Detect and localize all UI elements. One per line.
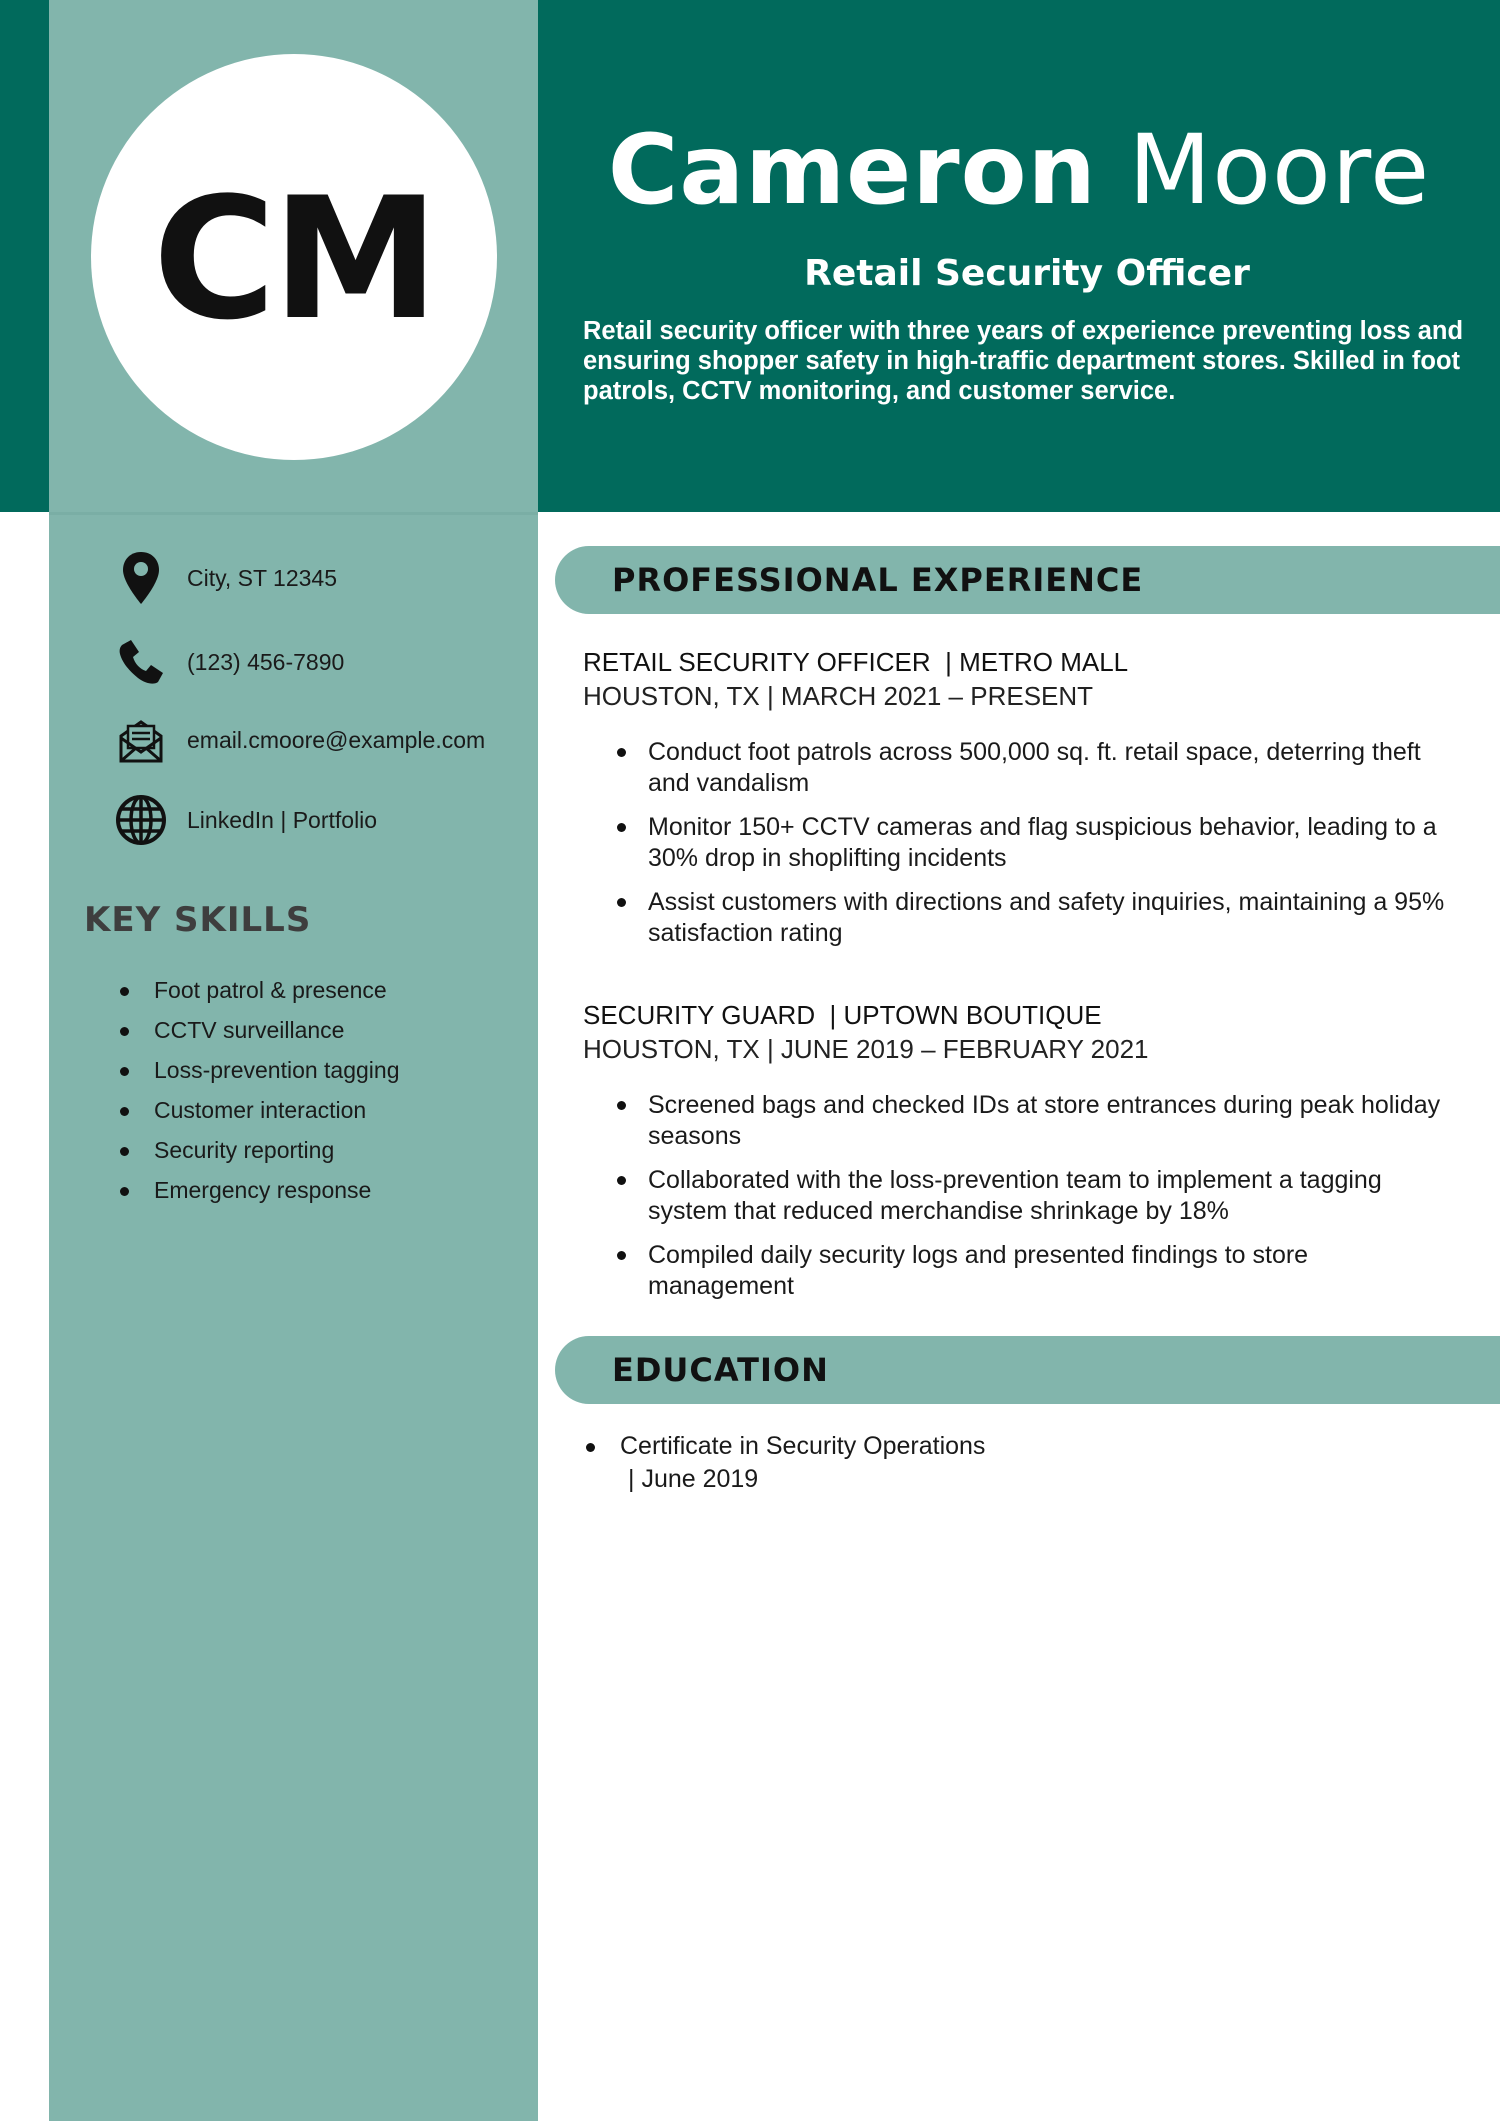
- job-entry: [583, 645, 1483, 962]
- job-location-dates: HOUSTON, TX | MARCH 2021 – PRESENT: [583, 681, 1094, 711]
- skill-item: Foot patrol & presence: [116, 970, 400, 1010]
- experience-heading: PROFESSIONAL EXPERIENCE: [612, 561, 1144, 599]
- last-name: Moore: [1128, 114, 1431, 226]
- education-name: Certificate in Security Operations: [620, 1432, 986, 1460]
- education-section-bar: [555, 1336, 1500, 1404]
- education-item: [583, 1430, 1283, 1496]
- job-location-dates: HOUSTON, TX | JUNE 2019 – FEBRUARY 2021: [583, 1034, 1149, 1064]
- education-date: | June 2019: [628, 1465, 759, 1493]
- job-bullet: Assist customers with directions and safety inquiries, maintaining a 95% satisfaction rating: [648, 887, 1458, 949]
- location-text: City, ST 12345: [187, 564, 338, 591]
- first-name: Cameron: [607, 114, 1097, 226]
- skill-item: Customer interaction: [116, 1090, 400, 1130]
- globe-icon: [110, 790, 172, 850]
- job-title-company: SECURITY GUARD | UPTOWN BOUTIQUE: [583, 1000, 1102, 1030]
- monogram-circle: [91, 54, 497, 460]
- job-bullet: Monitor 150+ CCTV cameras and flag suspicious behavior, leading to a 30% drop in shoplifting incidents: [648, 812, 1458, 874]
- candidate-name: [538, 114, 1500, 226]
- job-bullet: Screened bags and checked IDs at store entrances during peak holiday seasons: [648, 1090, 1458, 1152]
- contact-email: [110, 710, 530, 770]
- education-list: [583, 1430, 1283, 1496]
- job-bullets: [648, 1090, 1458, 1302]
- skill-item: Security reporting: [116, 1130, 400, 1170]
- job-title-company: RETAIL SECURITY OFFICER | METRO MALL: [583, 647, 1129, 677]
- job-bullet: Collaborated with the loss-prevention team to implement a tagging system that reduced merchandise shrinkage by 18%: [648, 1165, 1458, 1227]
- skill-item: Emergency response: [116, 1170, 400, 1210]
- job-bullet: Compiled daily security logs and presented findings to store management: [648, 1240, 1458, 1302]
- monogram: CM: [152, 161, 436, 357]
- experience-section-bar: [555, 546, 1500, 614]
- education-heading: EDUCATION: [612, 1351, 829, 1389]
- skills-heading: KEY SKILLS: [84, 900, 312, 940]
- job-bullet: Conduct foot patrols across 500,000 sq. ft. retail space, deterring theft and vandalism: [648, 737, 1458, 799]
- contact-phone: [110, 632, 530, 692]
- summary: Retail security officer with three years of experience preventing loss and ensuring shopper safety in high-traffic department stores. Skilled in foot patrols, CCTV monitoring, and customer service.: [583, 317, 1464, 405]
- job-title: Retail Security Officer: [804, 253, 1250, 294]
- envelope-icon: [110, 710, 172, 770]
- job-entry: [583, 998, 1483, 1315]
- contact-links: [110, 790, 530, 850]
- phone-text: (123) 456-7890: [187, 648, 345, 675]
- skill-item: CCTV surveillance: [116, 1010, 400, 1050]
- location-pin-icon: [110, 548, 172, 608]
- sidebar-divider: [49, 512, 538, 515]
- skill-item: Loss-prevention tagging: [116, 1050, 400, 1090]
- skills-list: [116, 970, 400, 1210]
- contact-location: [110, 548, 530, 608]
- job-bullets: [648, 737, 1458, 949]
- email-text: email.cmoore@example.com: [187, 726, 486, 753]
- links-text[interactable]: LinkedIn | Portfolio: [187, 806, 378, 833]
- phone-icon: [110, 632, 172, 692]
